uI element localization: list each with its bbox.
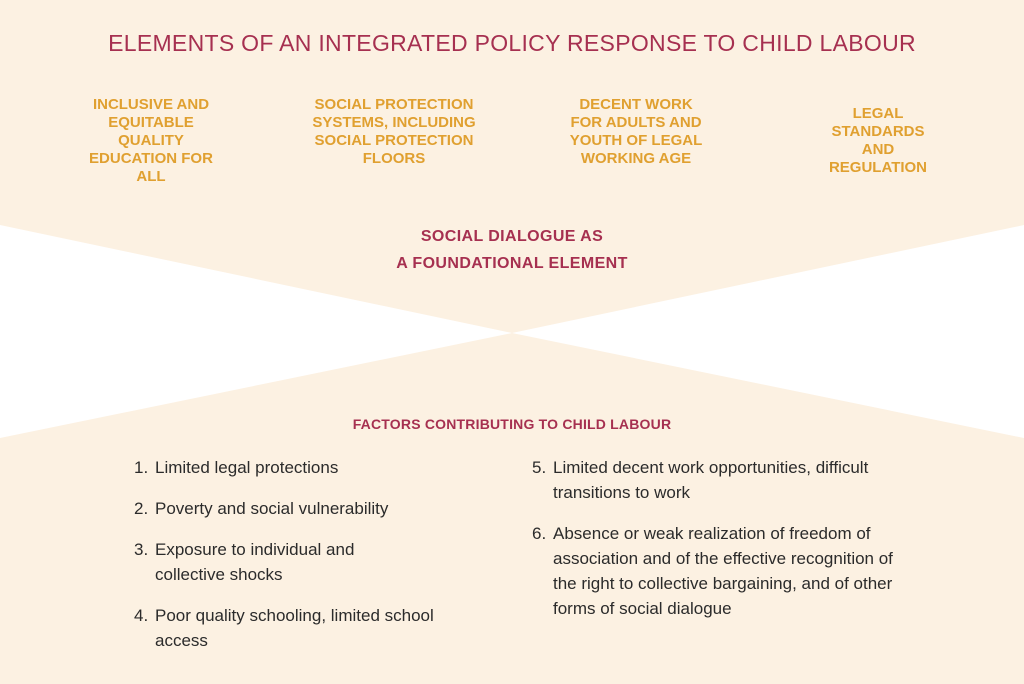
factor-number: 3. <box>134 540 149 559</box>
factor-item <box>134 496 464 521</box>
factor-text: Absence or weak realization of freedom of association and of the effective recognition of the right to collective bargaining, and of other forms of social dialogue <box>553 524 893 618</box>
pillar-legal-standards: LEGAL STANDARDS AND REGULATION <box>828 105 928 176</box>
diagram-title: ELEMENTS OF AN INTEGRATED POLICY RESPONSE TO CHILD LABOUR <box>108 30 916 56</box>
factor-number: 2. <box>134 499 149 518</box>
factor-item <box>532 521 932 621</box>
factor-text: Poor quality schooling, limited school access <box>155 606 434 650</box>
pillar-decent-work: DECENT WORK FOR ADULTS AND YOUTH OF LEGAL WORKING AGE <box>569 96 703 167</box>
factor-text: Exposure to individual and collective shocks <box>155 540 355 584</box>
foundation-line-1: SOCIAL DIALOGUE AS <box>420 228 604 245</box>
factor-text: Limited legal protections <box>155 458 339 477</box>
factor-item <box>134 603 464 653</box>
pillar-social-protection: SOCIAL PROTECTION SYSTEMS, INCLUDING SOCIAL PROTECTION FLOORS <box>312 96 476 167</box>
factor-item <box>134 537 464 587</box>
factor-number: 5. <box>532 458 547 477</box>
pillar-education: INCLUSIVE AND EQUITABLE QUALITY EDUCATION FOR ALL <box>89 96 213 185</box>
factor-text: Limited decent work opportunities, difficult transitions to work <box>553 458 869 502</box>
factor-item <box>532 455 932 505</box>
factor-number: 1. <box>134 458 149 477</box>
factors-list-left <box>134 455 464 669</box>
factor-number: 4. <box>134 606 149 625</box>
factors-list-right <box>532 455 932 637</box>
factor-number: 6. <box>532 524 547 543</box>
factors-heading: FACTORS CONTRIBUTING TO CHILD LABOUR <box>352 416 672 432</box>
foundational-element <box>312 223 712 277</box>
foundation-line-2: A FOUNDATIONAL ELEMENT <box>396 255 628 272</box>
factor-text: Poverty and social vulnerability <box>155 499 389 518</box>
factor-item <box>134 455 464 480</box>
